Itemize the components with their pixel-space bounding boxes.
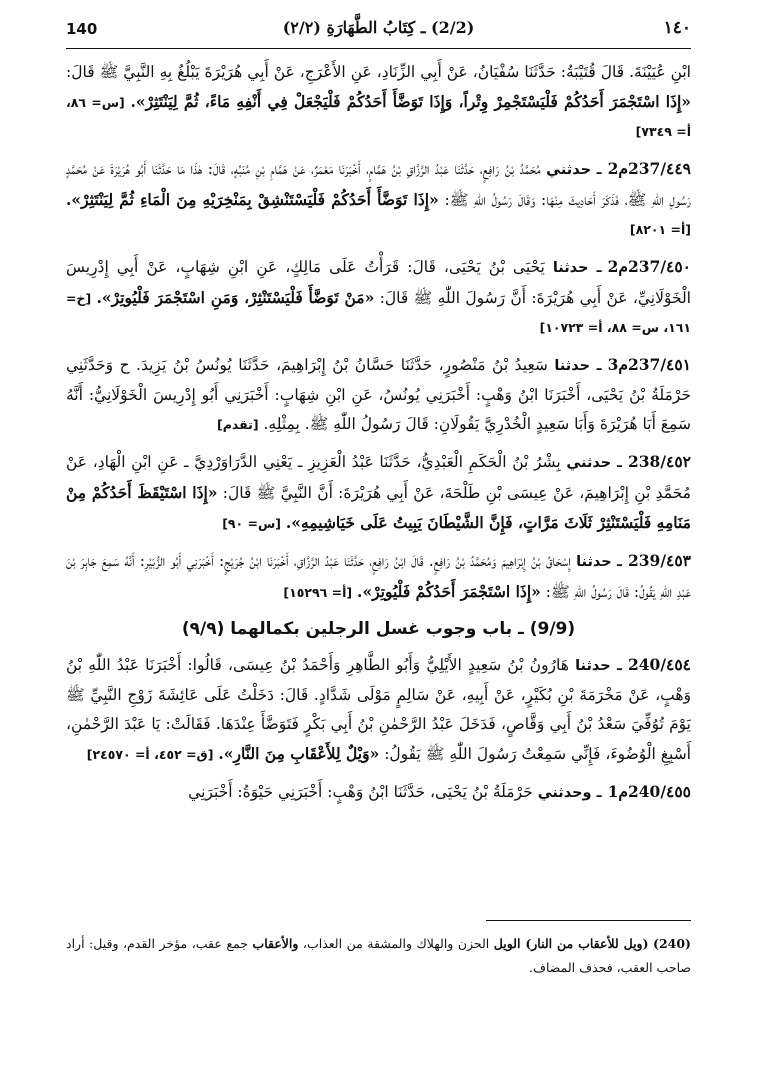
narration-text: إِسْحَاقُ بْنُ إِبْرَاهِيمَ وَمُحَمَّدُ بْنُ رَافِعٍ. قَالَ ابْنُ رَافِعٍ، حَدَّثَنَا عَبْدُ الرَّزَّاقِ، أَخْبَرَنَا ابْنُ جُرَيْجٍ: أَخْبَرَنِي أَبُو الزُّبَيْرِ: أَنَّهُ سَمِعَ جَابِرَ بْنَ عَبْدِ اللّٰهِ يَقُولُ: قَالَ رَسُولُ اللّٰهِ ﷺ: xyxy=(66,552,691,601)
narration-text: يَحْيَى بْنُ يَحْيَى، قَالَ: قَرَأْتُ عَلَى مَالِكٍ، عَنِ ابْنِ شِهَابٍ، عَنْ أَبِي إِدْرِيسَ الْخَوْلَانِيِّ، عَنْ أَبِي هُرَيْرَةَ: أَنَّ رَسُولَ اللّٰهِ ﷺ قَالَ: xyxy=(66,258,691,307)
hadith-text: «إِذَا اسْتَيْقَظَ أَحَدُكُمْ مِنْ مَنَامِهِ فَلْيَسْتَنْثِرْ ثَلَاثَ مَرَّاتٍ، فَإِنَّ الشَّيْطَانَ يَبِيتُ عَلَى خَيَاشِيمِهِ». xyxy=(66,483,691,532)
footnote-term: والأعقاب xyxy=(252,936,299,951)
hadith-number: ٤٥٤/240 xyxy=(627,655,691,674)
header-divider xyxy=(66,48,691,49)
hadith-paragraph xyxy=(66,350,691,439)
narration-tag: ـ حدثنا xyxy=(575,658,622,674)
narration-tag: ـ وحدثني xyxy=(537,785,602,801)
hadith-number: ٤٥١/237م3 xyxy=(607,355,691,374)
narration-tag: ـ حدثني xyxy=(546,162,602,178)
page-number-arabic: ١٤٠ xyxy=(663,18,691,38)
hadith-number: ٤٤٩/237م2 xyxy=(607,159,691,178)
narration-text: سَعِيدُ بْنُ مَنْصُورٍ، حَدَّثَنَا حَسَّانُ بْنُ إِبْرَاهِيمَ، حَدَّثَنَا يُونُسُ بْنُ يَزِيدَ. ح وَحَدَّثَنِي حَرْمَلَةُ بْنُ يَحْيَى، أَخْبَرَنَا ابْنُ وَهْبٍ: أَخْبَرَنِي يُونُسُ، عَنِ ابْنِ شِهَابٍ: أَخْبَرَنِي أَبُو إِدْرِيسَ الْخَوْلَانِيُّ: أَنَّهُ سَمِعَ أَبَا هُرَيْرَةَ وَأَبَا سَعِيدٍ الْخُدْرِيَّ يَقُولَانِ: قَالَ رَسُولُ اللّٰهِ ﷺ. بِمِثْلِهِ. xyxy=(66,356,691,433)
narration-tag: ـ حدثنا xyxy=(576,554,622,570)
narration-tag: ـ حدثني xyxy=(566,455,622,471)
footnote-label: (240) xyxy=(653,936,691,951)
footnote-divider xyxy=(486,920,691,921)
hadith-paragraph xyxy=(66,58,691,146)
running-title: (2/2) ـ كِتَابُ الطَّهَارَةِ (٢/٢) xyxy=(282,18,475,37)
hadith-number: ٤٥٠/237م2 xyxy=(607,257,691,276)
page-header xyxy=(66,14,691,48)
reference: [س= ٩٠] xyxy=(222,516,281,531)
hadith-text: «وَيْلٌ لِلأَعْقَابِ مِنَ النَّارِ». xyxy=(218,744,380,763)
narration-text: بِشْرُ بْنُ الْحَكَمِ الْعَبْدِيُّ، حَدَّثَنَا عَبْدُ الْعَزِيزِ ـ يَعْنِي الدَّرَاوَرْدِيَّ ـ عَنِ ابْنِ الْهَادِ، عَنْ مُحَمَّدِ بْنِ إِبْرَاهِيمَ، عَنْ عِيسَى بْنِ طَلْحَةَ، عَنْ أَبِي هُرَيْرَةَ: أَنَّ النَّبِيَّ ﷺ قَالَ: xyxy=(66,453,691,502)
hadith-paragraph xyxy=(66,546,691,607)
hadith-text: «إِذَا تَوَضَّأَ أَحَدُكُمْ فَلْيَسْتَنْشِقْ بِمَنْخِرَيْهِ مِنَ الْمَاءِ ثُمَّ لِيَنْتَثِرْ». xyxy=(66,190,439,209)
reference: [س= ٨٦، أ= ٧٣٤٩] xyxy=(66,95,691,139)
hadith-text: «إِذَا اسْتَجْمَرَ أَحَدُكُمْ فَلْيَسْتَجْمِرْ وِتْراً، وَإِذَا تَوَضَّأَ أَحَدُكُمْ فَلْيَجْعَلْ فِي أَنْفِهِ مَاءً، ثُمَّ لِيَنْتَثِرْ». xyxy=(130,92,691,111)
hadith-text: «إِذَا اسْتَجْمَرَ أَحَدُكُمْ فَلْيُوتِرْ». xyxy=(357,582,541,601)
narration-text: مُحَمَّدُ بْنُ رَافِعٍ، حَدَّثَنَا عَبْدُ الرَّزَّاقِ بْنُ هَمَّامٍ، أَخْبَرَنَا مَعْمَرٌ، عَنْ هَمَّامِ بْنِ مُنَبِّهٍ، قَالَ: هٰذَا مَا حَدَّثَنَا أَبُو هُرَيْرَةَ عَنْ مُحَمَّدٍ رَسُولِ اللّٰهِ ﷺ، فَذَكَرَ أَحَادِيثَ مِنْهَا: وَقَالَ رَسُولُ اللّٰهِ ﷺ: xyxy=(66,160,691,209)
narration-text: هَارُونُ بْنُ سَعِيدٍ الأَيْلِيُّ وَأَبُو الطَّاهِرِ وَأَحْمَدُ بْنُ عِيسَى، قَالُوا: أَخْبَرَنَا عَبْدُ اللّٰهِ بْنُ وَهْبٍ، عَنْ مَخْرَمَةَ بْنِ بُكَيْرٍ، عَنْ أَبِيهِ، عَنْ سَالِمٍ مَوْلَى شَدَّادٍ. قَالَ: دَخَلْتُ عَلَى عَائِشَةَ زَوْجِ النَّبِيِّ ﷺ يَوْمَ تُوُفِّيَ سَعْدُ بْنُ أَبِي وَقَّاصٍ، فَدَخَلَ عَبْدُ الرَّحْمٰنِ بْنُ أَبِي بَكْرٍ فَتَوَضَّأَ عِنْدَهَا. فَقَالَتْ: يَا عَبْدَ الرَّحْمٰنِ، أَسْبِغِ الْوُضُوءَ، فَإِنِّي سَمِعْتُ رَسُولَ اللّٰهِ ﷺ يَقُولُ: xyxy=(66,656,691,763)
page-number-latin: 140 xyxy=(66,20,98,38)
hadith-paragraph xyxy=(66,447,691,538)
hadith-number: ٤٥٥/240م1 xyxy=(607,782,691,801)
hadith-text: «مَنْ تَوَضَّأَ فَلْيَسْتَنْثِرْ، وَمَنِ اسْتَجْمَرَ فَلْيُوتِرْ». xyxy=(96,288,375,307)
narration-tag: ـ حدثنا xyxy=(554,358,602,374)
footnote-text: الحزن والهلاك والمشقة من العذاب، xyxy=(302,936,490,951)
reference: [خ= ١٦١، س= ٨٨، أ= ١٠٧٢٣] xyxy=(66,291,691,335)
hadith-paragraph xyxy=(66,650,691,769)
reference: [ق= ٤٥٢، أ= ٢٤٥٧٠] xyxy=(86,747,214,762)
main-text xyxy=(66,58,691,816)
footnote-text: جمع عقب، مؤخر القدم، وقيل: أراد صاحب العقب، فحذف المضاف. xyxy=(66,936,691,975)
narration-text: ابْنِ عُيَيْنَةَ. قَالَ قُتَيْبَةُ: حَدَّثَنَا سُفْيَانُ، عَنْ أَبِي الزِّنَادِ، عَنِ الأَعْرَجِ، عَنْ أَبِي هُرَيْرَةَ يَبْلُغُ بِهِ النَّبِيَّ ﷺ قَالَ: xyxy=(66,63,691,81)
footnote-term: (ويل للأعقاب من النار) الويل xyxy=(493,936,649,951)
chapter-heading: (9/9) ـ باب وجوب غسل الرجلين بكمالهما (٩/٩) xyxy=(181,619,576,639)
narration-text: حَرْمَلَةُ بْنُ يَحْيَى، حَدَّثَنَا ابْنُ وَهْبٍ: أَخْبَرَنِي حَيْوَةُ: أَخْبَرَنِي xyxy=(188,783,533,801)
reference: [تقدم] xyxy=(217,417,259,432)
hadith-paragraph xyxy=(66,252,691,342)
reference: [أ= ٨٢٠١] xyxy=(629,222,691,237)
footnote xyxy=(66,932,691,980)
narration-tag: ـ حدثنا xyxy=(552,260,602,276)
hadith-number: ٤٥٣/239 xyxy=(627,551,691,570)
hadith-number: ٤٥٢/238 xyxy=(627,452,691,471)
reference: [أ= ١٥٢٩٦] xyxy=(283,585,353,600)
hadith-paragraph xyxy=(66,777,691,808)
hadith-paragraph xyxy=(66,154,691,244)
